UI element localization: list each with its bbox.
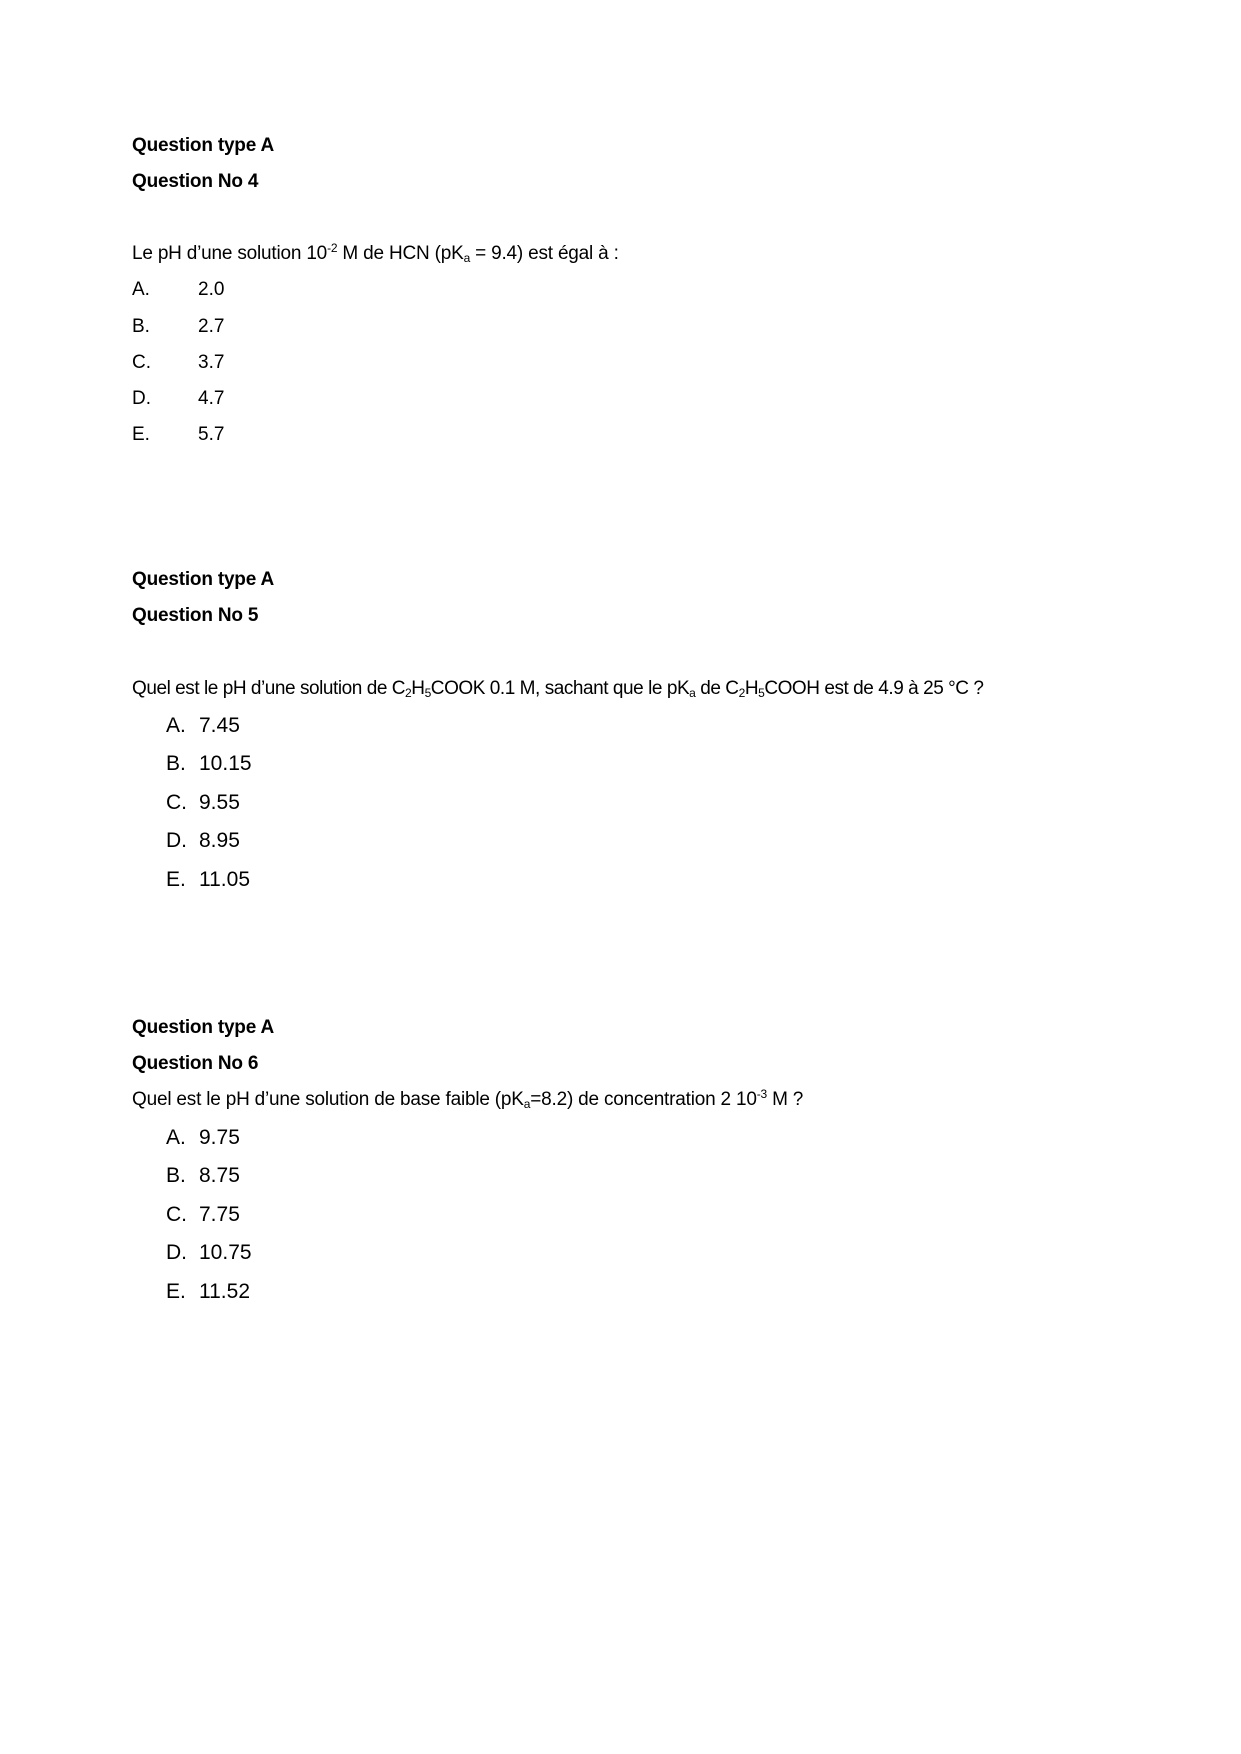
option-value: 7.45 xyxy=(199,714,240,737)
question-number-label: Question No 5 xyxy=(132,605,259,626)
option-letter: A. xyxy=(166,1126,186,1149)
option-letter: B. xyxy=(166,1164,186,1187)
option-letter: D. xyxy=(132,388,151,409)
stem-subscript: a xyxy=(463,251,471,265)
stem-subscript: 2 xyxy=(738,686,745,700)
option-value: 2.0 xyxy=(198,279,225,300)
option-letter: A. xyxy=(166,714,186,737)
option-value: 10.15 xyxy=(199,752,252,775)
question-stem xyxy=(132,1087,804,1111)
stem-subscript: 5 xyxy=(758,686,765,700)
stem-text: = 9.4) est égal à : xyxy=(470,243,619,264)
option-letter: E. xyxy=(166,1280,186,1303)
option-letter: A. xyxy=(132,279,150,300)
option-letter: C. xyxy=(166,791,187,814)
option-value: 11.05 xyxy=(199,868,250,891)
stem-text: COOK 0.1 M, sachant que le pK xyxy=(430,678,690,699)
stem-text: H xyxy=(744,678,759,699)
option-letter: C. xyxy=(132,352,151,373)
option-letter: C. xyxy=(166,1203,187,1226)
question-number-label: Question No 4 xyxy=(132,171,259,192)
option-letter: B. xyxy=(132,316,150,337)
stem-subscript: 5 xyxy=(424,686,431,700)
question-stem xyxy=(132,241,619,265)
stem-subscript: 2 xyxy=(405,686,412,700)
stem-text: Le pH d’une solution 10 xyxy=(132,243,328,264)
option-letter: E. xyxy=(132,424,150,445)
option-value: 8.75 xyxy=(199,1164,240,1187)
option-letter: E. xyxy=(166,868,186,891)
stem-text: Quel est le pH d’une solution de base faible (pK xyxy=(132,1089,524,1110)
stem-text: de C xyxy=(695,678,739,699)
question-number-label: Question No 6 xyxy=(132,1053,259,1074)
option-value: 3.7 xyxy=(198,352,225,373)
option-letter: D. xyxy=(166,1241,187,1264)
question-type-label: Question type A xyxy=(132,1017,274,1038)
question-type-label: Question type A xyxy=(132,569,274,590)
option-letter: B. xyxy=(166,752,186,775)
stem-subscript: a xyxy=(689,686,696,700)
option-value: 4.7 xyxy=(198,388,225,409)
option-value: 10.75 xyxy=(199,1241,252,1264)
stem-superscript: -2 xyxy=(327,241,338,255)
stem-text: Quel est le pH d’une solution de C xyxy=(132,678,406,699)
option-value: 7.75 xyxy=(199,1203,240,1226)
option-value: 2.7 xyxy=(198,316,225,337)
option-value: 5.7 xyxy=(198,424,225,445)
option-value: 8.95 xyxy=(199,829,240,852)
stem-subscript: a xyxy=(523,1097,531,1111)
stem-text: H xyxy=(411,678,425,699)
stem-text: COOH est de 4.9 à 25 °C ? xyxy=(764,678,984,699)
question-type-label: Question type A xyxy=(132,135,274,156)
stem-text: =8.2) de concentration 2 10 xyxy=(530,1089,757,1110)
option-letter: D. xyxy=(166,829,187,852)
option-value: 11.52 xyxy=(199,1280,250,1303)
option-value: 9.55 xyxy=(199,791,240,814)
stem-superscript: -3 xyxy=(756,1087,768,1101)
stem-text: M de HCN (pK xyxy=(337,243,464,264)
option-value: 9.75 xyxy=(199,1126,240,1149)
stem-text: M ? xyxy=(767,1089,804,1110)
question-stem xyxy=(132,679,984,698)
